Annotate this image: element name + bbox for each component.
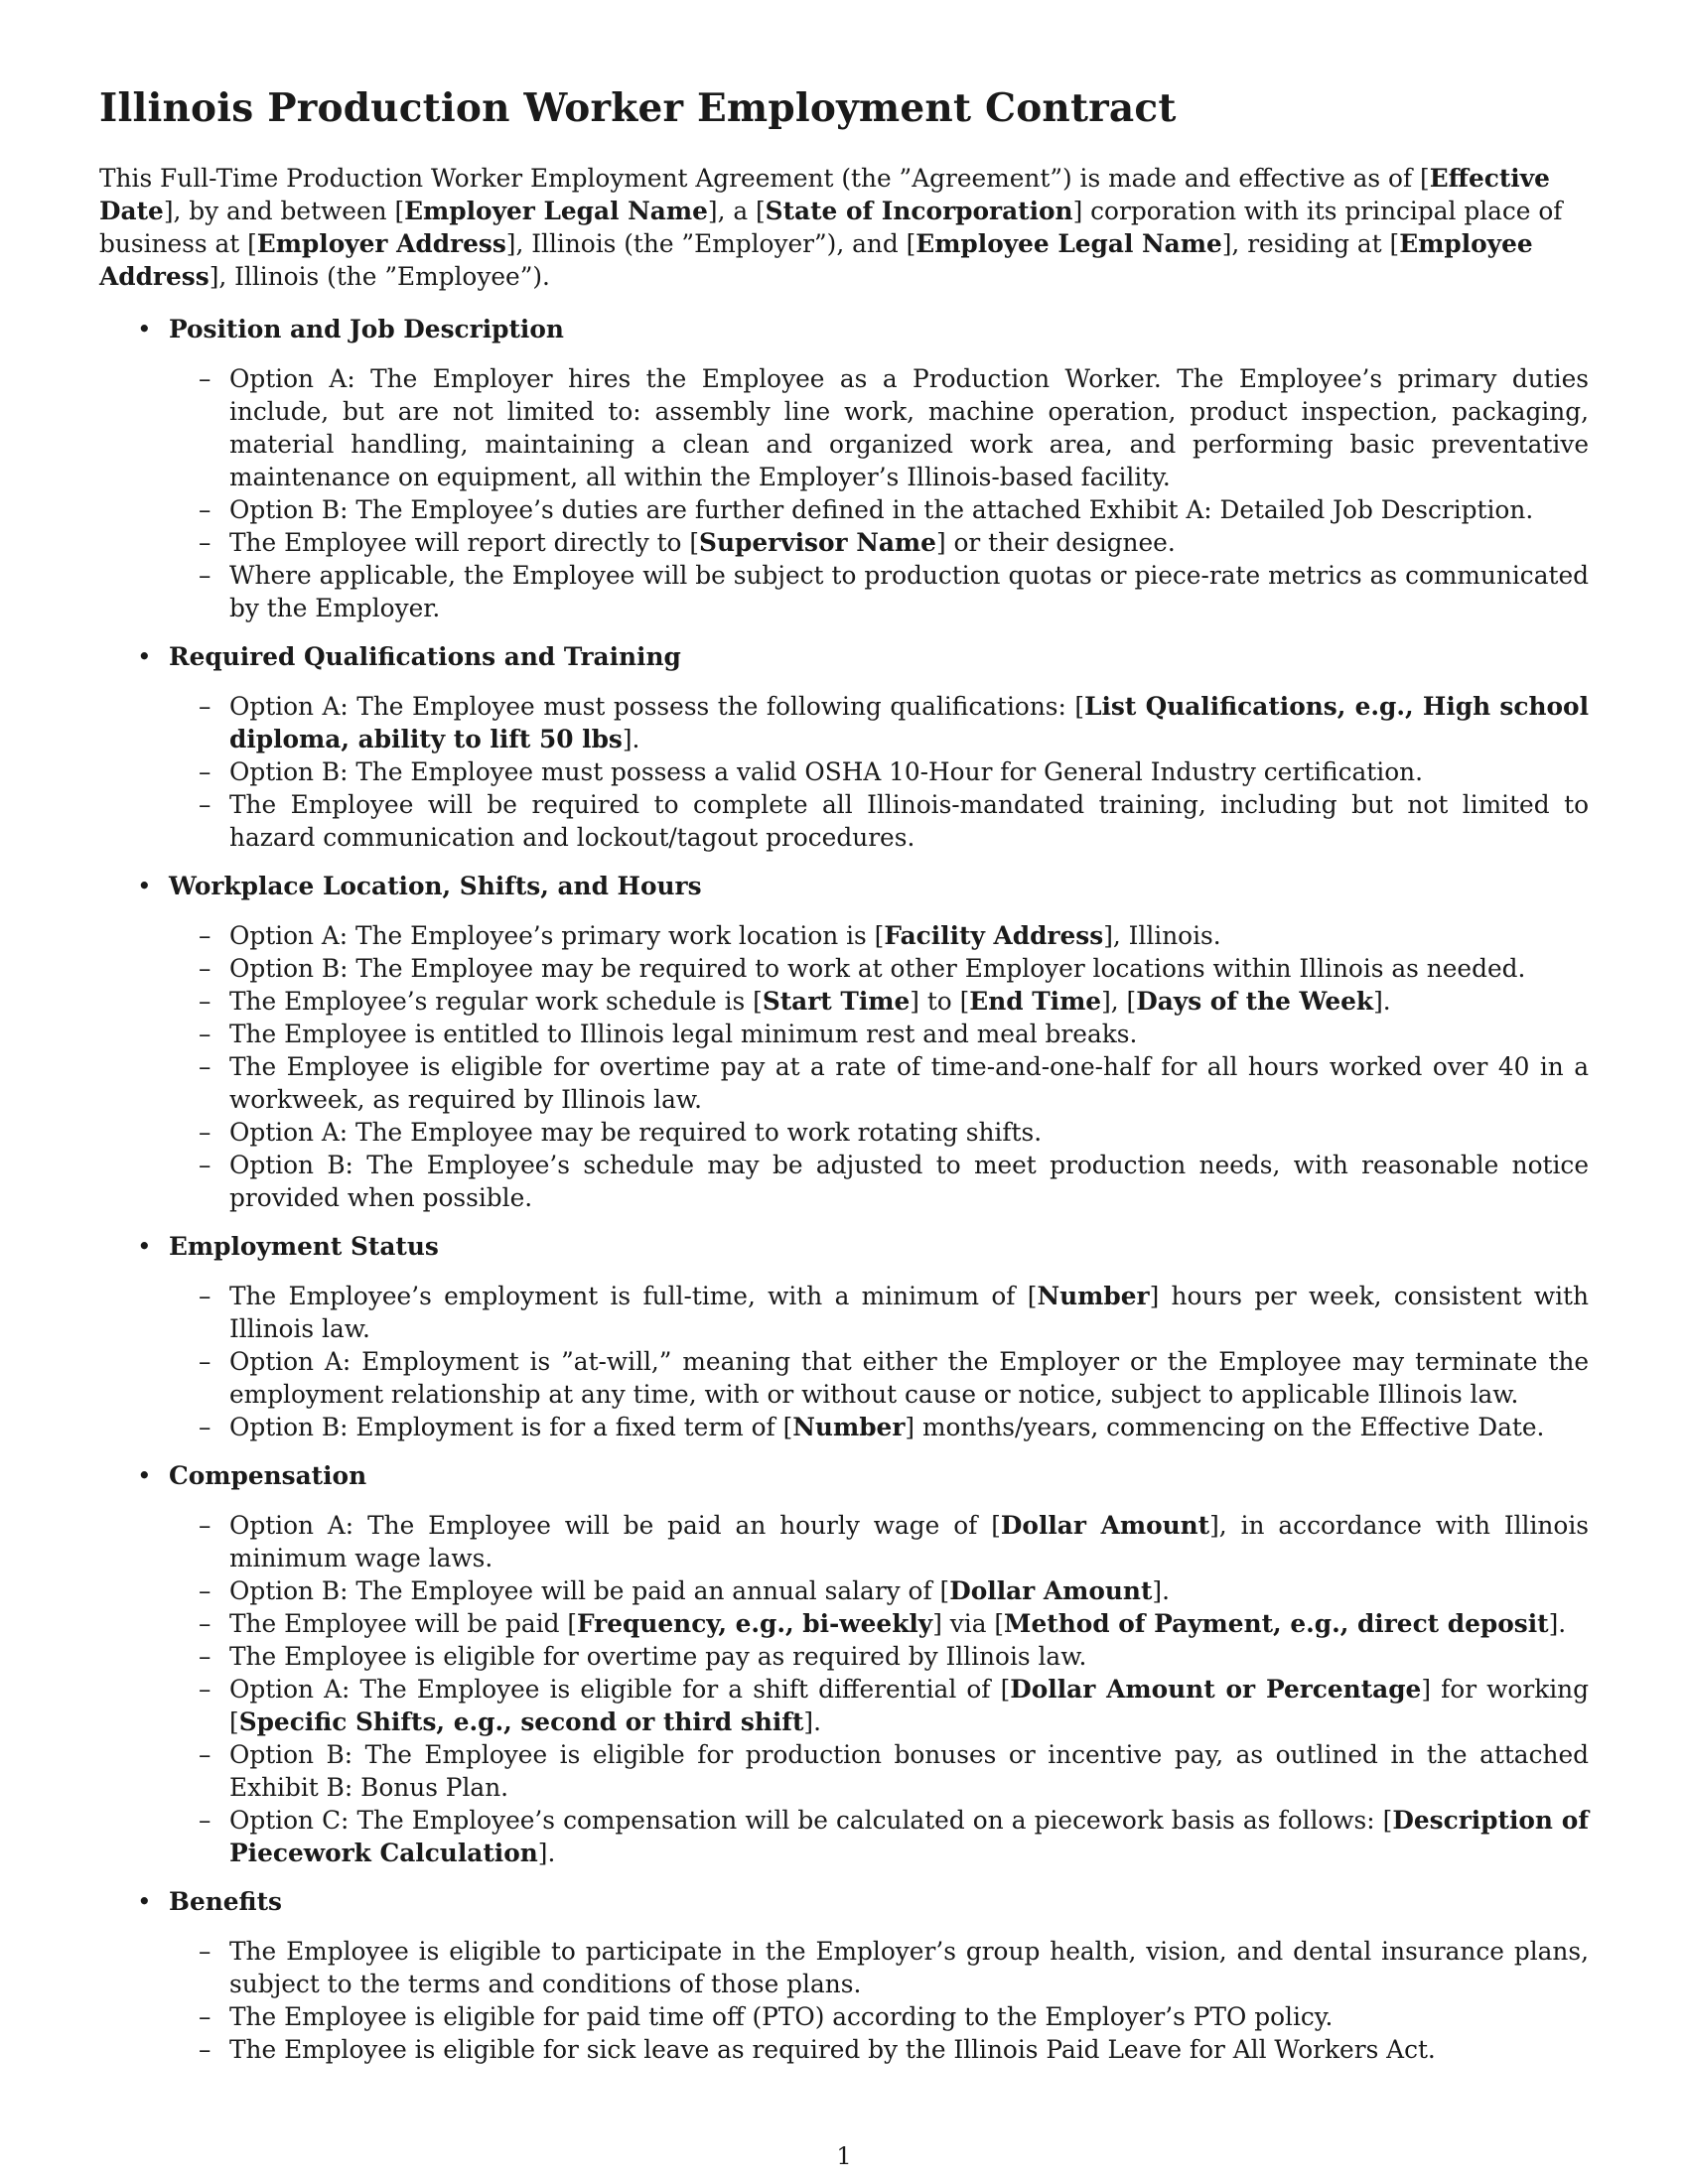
dash-icon: – — [199, 789, 211, 819]
dash-icon: – — [199, 560, 211, 590]
dash-icon: – — [199, 1674, 211, 1704]
intro-paragraph — [99, 162, 1589, 293]
bullet-icon: • — [137, 314, 152, 343]
dash-icon: – — [199, 1412, 211, 1441]
list-item — [169, 362, 1589, 493]
placeholder-field: Employee Legal Name — [915, 228, 1222, 258]
list-item — [169, 526, 1589, 559]
placeholder-field: Effective Date — [99, 163, 1550, 225]
page-number: 1 — [836, 2142, 852, 2170]
text-run: ]. — [622, 724, 640, 753]
placeholder-field: Supervisor Name — [699, 527, 936, 557]
text-run: ]. — [1152, 1575, 1170, 1605]
dash-icon: – — [199, 1510, 211, 1540]
list-item — [169, 559, 1589, 624]
text-run: Option A: The Employee must possess the following qualifications: [ — [229, 691, 1085, 721]
text-run: The Employee is eligible for overtime pay as required by Illinois law. — [229, 1641, 1087, 1671]
text-run: Option A: The Employee will be paid an hourly wage of [ — [229, 1510, 1001, 1540]
section-heading: Benefits — [169, 1886, 282, 1916]
item-list — [169, 1509, 1589, 1869]
placeholder-field: Frequency, e.g., bi-weekly — [577, 1608, 933, 1638]
list-item — [169, 788, 1589, 854]
list-item — [169, 1935, 1589, 2000]
list-item — [169, 1804, 1589, 1869]
bullet-icon: • — [137, 641, 152, 671]
placeholder-field: End Time — [969, 986, 1102, 1016]
placeholder-field: Employer Legal Name — [404, 196, 708, 225]
text-run: Option B: Employment is for a fixed term of [ — [229, 1412, 793, 1441]
dash-icon: – — [199, 494, 211, 524]
text-run: ] months/years, commencing on the Effective Date. — [905, 1412, 1545, 1441]
text-run: The Employee is eligible for paid time off (PTO) according to the Employer’s PTO policy. — [229, 2001, 1334, 2031]
list-item — [169, 1574, 1589, 1607]
item-list — [169, 690, 1589, 854]
list-item — [169, 2033, 1589, 2066]
text-run: Option A: The Employee may be required to work rotating shifts. — [229, 1117, 1043, 1147]
section — [99, 1885, 1589, 2066]
placeholder-field: Dollar Amount — [949, 1575, 1153, 1605]
text-run: Option B: The Employee is eligible for production bonuses or incentive pay, as outlined in the attached Exhibit B: Bonus Plan. — [229, 1739, 1589, 1802]
text-run: ] via [ — [932, 1608, 1005, 1638]
text-run: The Employee is eligible to participate in the Employer’s group health, vision, and dental insurance plans, subject to the terms and conditions of those plans. — [229, 1936, 1589, 1998]
document-title: Illinois Production Worker Employment Contract — [99, 85, 1177, 131]
placeholder-field: Employer Address — [256, 228, 506, 258]
list-item — [169, 690, 1589, 755]
text-run: ], Illinois. — [1103, 920, 1221, 950]
section-heading: Workplace Location, Shifts, and Hours — [169, 871, 702, 900]
placeholder-field: Facility Address — [884, 920, 1104, 950]
text-run: ], by and between [ — [163, 196, 405, 225]
text-run: ] to [ — [910, 986, 970, 1016]
section — [99, 870, 1589, 1214]
bullet-icon: • — [137, 1231, 152, 1261]
section — [99, 1230, 1589, 1443]
section — [99, 640, 1589, 854]
section — [99, 1459, 1589, 1869]
dash-icon: – — [199, 1575, 211, 1605]
text-run: ]. — [1548, 1608, 1567, 1638]
section-heading: Required Qualifications and Training — [169, 641, 681, 671]
item-list — [169, 1935, 1589, 2066]
text-run: The Employee is entitled to Illinois legal minimum rest and meal breaks. — [229, 1019, 1138, 1048]
text-run: Option B: The Employee will be paid an annual salary of [ — [229, 1575, 950, 1605]
text-run: ], Illinois (the ”Employer”), and [ — [505, 228, 916, 258]
dash-icon: – — [199, 1281, 211, 1310]
dash-icon: – — [199, 1739, 211, 1769]
placeholder-field: Days of the Week — [1136, 986, 1374, 1016]
text-run: ] corporation with its principal place of business at [ — [99, 196, 1563, 258]
text-run: The Employee is eligible for overtime pay at a rate of time-and-one-half for all hours worked over 40 in a workweek, as required by Illinois law. — [229, 1051, 1589, 1114]
section-list — [99, 313, 1589, 2066]
text-run: ]. — [1373, 986, 1391, 1016]
dash-icon: – — [199, 1150, 211, 1179]
text-run: Option A: Employment is ”at-will,” meaning that either the Employer or the Employee may terminate the employment relationship at any time, with or without cause or notice, subject to applicable Illinois law. — [229, 1346, 1589, 1409]
list-item — [169, 1149, 1589, 1214]
list-item — [169, 1607, 1589, 1640]
placeholder-field: Method of Payment, e.g., direct deposit — [1004, 1608, 1549, 1638]
text-run: Option A: The Employee is eligible for a shift differential of [ — [229, 1674, 1011, 1704]
list-item — [169, 2000, 1589, 2033]
bullet-icon: • — [137, 1886, 152, 1916]
list-item — [169, 1411, 1589, 1443]
bullet-icon: • — [137, 871, 152, 900]
dash-icon: – — [199, 2034, 211, 2064]
text-run: Option A: The Employee’s primary work location is [ — [229, 920, 885, 950]
text-run: The Employee will be required to complete all Illinois-mandated training, including but not limited to hazard communication and lockout/tagout procedures. — [229, 789, 1589, 852]
list-item — [169, 1738, 1589, 1804]
section — [99, 313, 1589, 624]
list-item — [169, 1673, 1589, 1738]
placeholder-field: Description of Piecework Calculation — [229, 1805, 1589, 1867]
list-item — [169, 985, 1589, 1018]
text-run: Option B: The Employee’s duties are further defined in the attached Exhibit A: Detailed Job Description. — [229, 494, 1534, 524]
bullet-icon: • — [137, 1460, 152, 1490]
text-run: The Employee will be paid [ — [229, 1608, 578, 1638]
text-run: Option C: The Employee’s compensation will be calculated on a piecework basis as follows: [ — [229, 1805, 1393, 1835]
dash-icon: – — [199, 363, 211, 393]
text-run: Option B: The Employee’s schedule may be adjusted to meet production needs, with reasonable notice provided when possible. — [229, 1150, 1589, 1212]
item-list — [169, 919, 1589, 1214]
list-item — [169, 952, 1589, 985]
list-item — [169, 1050, 1589, 1116]
dash-icon: – — [199, 1641, 211, 1671]
text-run: ] hours per week, consistent with Illinois law. — [229, 1281, 1589, 1343]
text-run: ], [ — [1101, 986, 1137, 1016]
placeholder-field: Number — [792, 1412, 906, 1441]
dash-icon: – — [199, 691, 211, 721]
placeholder-field: Specific Shifts, e.g., second or third shift — [238, 1706, 804, 1736]
list-item — [169, 1280, 1589, 1345]
list-item — [169, 493, 1589, 526]
dash-icon: – — [199, 920, 211, 950]
dash-icon: – — [199, 756, 211, 786]
text-run: The Employee is eligible for sick leave as required by the Illinois Paid Leave for All Workers Act. — [229, 2034, 1436, 2064]
placeholder-field: Start Time — [762, 986, 911, 1016]
dash-icon: – — [199, 527, 211, 557]
text-run: ] or their designee. — [935, 527, 1176, 557]
placeholder-field: Dollar Amount — [1000, 1510, 1210, 1540]
section-heading: Employment Status — [169, 1231, 439, 1261]
text-run: Option B: The Employee may be required to work at other Employer locations within Illinois as needed. — [229, 953, 1526, 983]
item-list — [169, 362, 1589, 624]
list-item — [169, 1640, 1589, 1673]
dash-icon: – — [199, 1805, 211, 1835]
placeholder-field: List Qualifications, e.g., High school diploma, ability to lift 50 lbs — [229, 691, 1589, 753]
placeholder-field: Dollar Amount or Percentage — [1010, 1674, 1422, 1704]
placeholder-field: Employee Address — [99, 228, 1533, 291]
text-run: ], residing at [ — [1221, 228, 1400, 258]
text-run: The Employee’s regular work schedule is [ — [229, 986, 763, 1016]
list-item — [169, 755, 1589, 788]
text-run: ]. — [803, 1706, 821, 1736]
placeholder-field: State of Incorporation — [765, 196, 1073, 225]
list-item — [169, 1345, 1589, 1411]
list-item — [169, 919, 1589, 952]
text-run: ], in accordance with Illinois minimum wage laws. — [229, 1510, 1589, 1572]
section-heading: Compensation — [169, 1460, 367, 1490]
list-item — [169, 1116, 1589, 1149]
text-run: ], a [ — [707, 196, 766, 225]
text-run: Option B: The Employee must possess a valid OSHA 10-Hour for General Industry certification. — [229, 756, 1423, 786]
dash-icon: – — [199, 1608, 211, 1638]
text-run: The Employee’s employment is full-time, with a minimum of [ — [229, 1281, 1038, 1310]
section-heading: Position and Job Description — [169, 314, 564, 343]
dash-icon: – — [199, 986, 211, 1016]
placeholder-field: Number — [1037, 1281, 1150, 1310]
item-list — [169, 1280, 1589, 1443]
text-run: The Employee will report directly to [ — [229, 527, 700, 557]
text-run: Where applicable, the Employee will be subject to production quotas or piece-rate metrics as communicated by the Employer. — [229, 560, 1589, 622]
dash-icon: – — [199, 1936, 211, 1966]
dash-icon: – — [199, 953, 211, 983]
dash-icon: – — [199, 1346, 211, 1376]
list-item — [169, 1509, 1589, 1574]
text-run: Option A: The Employer hires the Employee as a Production Worker. The Employee’s primary duties include, but are not limited to: assembly line work, machine operation, product inspection, packaging, material handling, maintaining a clean and organized work area, and performing basic preventative maintenance on equipment, all within the Employer’s Illinois-based facility. — [229, 363, 1589, 491]
dash-icon: – — [199, 1051, 211, 1081]
text-run: ] for working [ — [229, 1674, 1589, 1736]
dash-icon: – — [199, 1019, 211, 1048]
document-page — [99, 85, 1589, 2082]
dash-icon: – — [199, 1117, 211, 1147]
text-run: ], Illinois (the ”Employee”). — [209, 261, 550, 291]
dash-icon: – — [199, 2001, 211, 2031]
text-run: This Full-Time Production Worker Employment Agreement (the ”Agreement”) is made and effective as of [ — [99, 163, 1430, 193]
list-item — [169, 1018, 1589, 1050]
text-run: ]. — [537, 1838, 556, 1867]
